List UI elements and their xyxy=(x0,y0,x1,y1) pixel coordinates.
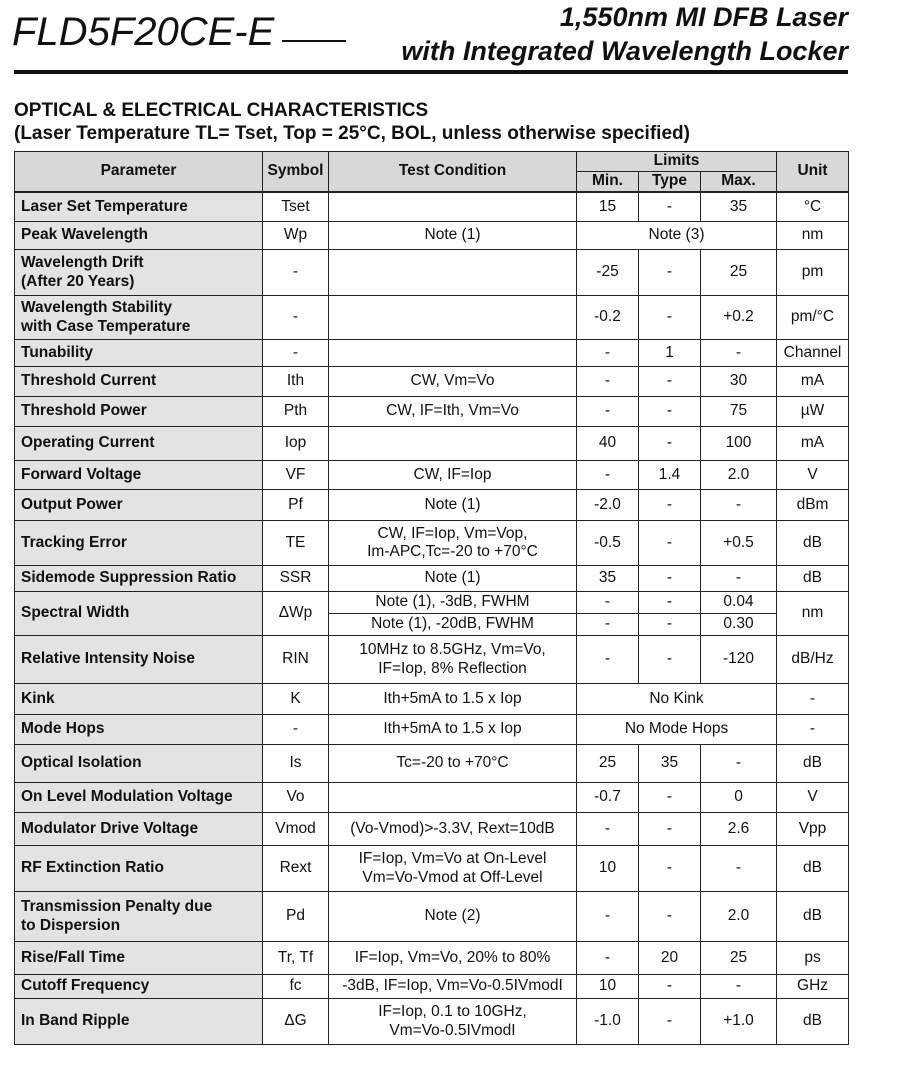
row-max: 30 xyxy=(701,367,777,397)
row-limits-note: No Mode Hops xyxy=(577,715,777,745)
conditions-line: (Laser Temperature TL= Tset, Top = 25°C, BOL, unless otherwise specified) xyxy=(14,123,690,144)
row-symbol: VF xyxy=(263,461,329,490)
row-unit: °C xyxy=(777,192,849,222)
row-symbol: SSR xyxy=(263,566,329,592)
row-min: 40 xyxy=(577,427,639,461)
table-row xyxy=(15,846,849,892)
row-symbol: Pf xyxy=(263,490,329,521)
row-test-condition: Ith+5mA to 1.5 x Iop xyxy=(329,715,577,745)
row-symbol: TE xyxy=(263,521,329,566)
header-min: Min. xyxy=(577,172,639,192)
row-test-condition xyxy=(329,427,577,461)
table-row xyxy=(15,783,849,813)
row-symbol: - xyxy=(263,340,329,367)
row-parameter: Rise/Fall Time xyxy=(15,942,263,975)
row-parameter: Kink xyxy=(15,684,263,715)
row-test-condition: Tc=-20 to +70°C xyxy=(329,745,577,783)
table-row xyxy=(15,222,849,250)
row-symbol: - xyxy=(263,296,329,340)
table-row xyxy=(15,684,849,715)
row-unit: dB xyxy=(777,846,849,892)
row-typ: - xyxy=(639,846,701,892)
row-min: -2.0 xyxy=(577,490,639,521)
row-symbol: Vo xyxy=(263,783,329,813)
row-min: - xyxy=(577,636,639,684)
table-row xyxy=(15,892,849,942)
row-parameter: Transmission Penalty due to Dispersion xyxy=(15,892,263,942)
row-symbol: RIN xyxy=(263,636,329,684)
row-typ: - xyxy=(639,521,701,566)
row-test-condition xyxy=(329,296,577,340)
row-test-condition xyxy=(329,340,577,367)
row-symbol: K xyxy=(263,684,329,715)
row-symbol: Pth xyxy=(263,397,329,427)
row-min: - xyxy=(577,892,639,942)
row-test-condition: (Vo-Vmod)>-3.3V, Rext=10dB xyxy=(329,813,577,846)
row-min: - xyxy=(577,340,639,367)
row-parameter: Relative Intensity Noise xyxy=(15,636,263,684)
row-max: +0.2 xyxy=(701,296,777,340)
row-test-condition: Note (1), -3dB, FWHM xyxy=(329,592,577,614)
row-typ: - xyxy=(639,367,701,397)
row-parameter: Output Power xyxy=(15,490,263,521)
row-typ: - xyxy=(639,192,701,222)
row-parameter: Tracking Error xyxy=(15,521,263,566)
table-row xyxy=(15,942,849,975)
row-max: - xyxy=(701,846,777,892)
row-typ: - xyxy=(639,427,701,461)
table-row xyxy=(15,427,849,461)
row-min: 35 xyxy=(577,566,639,592)
table-row xyxy=(15,813,849,846)
row-max: 0.30 xyxy=(701,614,777,636)
row-typ: - xyxy=(639,250,701,296)
row-unit: Channel xyxy=(777,340,849,367)
row-parameter: On Level Modulation Voltage xyxy=(15,783,263,813)
row-min: -1.0 xyxy=(577,999,639,1045)
row-symbol: Tset xyxy=(263,192,329,222)
row-min: -0.2 xyxy=(577,296,639,340)
row-min: -0.5 xyxy=(577,521,639,566)
document-header xyxy=(0,0,900,80)
row-typ: - xyxy=(639,397,701,427)
row-symbol: Is xyxy=(263,745,329,783)
row-symbol: Pd xyxy=(263,892,329,942)
row-max: 0 xyxy=(701,783,777,813)
table-row xyxy=(15,566,849,592)
row-symbol: Ith xyxy=(263,367,329,397)
header-symbol: Symbol xyxy=(263,152,329,192)
row-unit: - xyxy=(777,684,849,715)
row-min: 10 xyxy=(577,975,639,999)
row-parameter: In Band Ripple xyxy=(15,999,263,1045)
row-parameter: Optical Isolation xyxy=(15,745,263,783)
row-limits-note: Note (3) xyxy=(577,222,777,250)
row-max: - xyxy=(701,745,777,783)
row-unit: ps xyxy=(777,942,849,975)
row-test-condition: CW, IF=Iop, Vm=Vop, Im-APC,Tc=-20 to +70°C xyxy=(329,521,577,566)
row-parameter: Peak Wavelength xyxy=(15,222,263,250)
part-number: FLD5F20CE-E xyxy=(12,10,275,54)
row-typ: - xyxy=(639,892,701,942)
row-parameter: RF Extinction Ratio xyxy=(15,846,263,892)
row-test-condition: IF=Iop, Vm=Vo, 20% to 80% xyxy=(329,942,577,975)
row-min: 10 xyxy=(577,846,639,892)
row-test-condition xyxy=(329,192,577,222)
row-symbol: Tr, Tf xyxy=(263,942,329,975)
row-unit: dB xyxy=(777,745,849,783)
table-header xyxy=(15,152,849,192)
row-symbol: Iop xyxy=(263,427,329,461)
row-max: 2.0 xyxy=(701,461,777,490)
row-min: 15 xyxy=(577,192,639,222)
row-unit: mA xyxy=(777,427,849,461)
row-typ: - xyxy=(639,636,701,684)
row-unit: nm xyxy=(777,222,849,250)
row-unit: V xyxy=(777,461,849,490)
header-typ: Type xyxy=(639,172,701,192)
row-min: - xyxy=(577,367,639,397)
row-parameter: Tunability xyxy=(15,340,263,367)
row-unit: nm xyxy=(777,592,849,636)
row-test-condition: Note (1) xyxy=(329,566,577,592)
row-test-condition xyxy=(329,250,577,296)
row-parameter: Wavelength Stability with Case Temperature xyxy=(15,296,263,340)
table-row xyxy=(15,999,849,1045)
row-unit: µW xyxy=(777,397,849,427)
row-test-condition: 10MHz to 8.5GHz, Vm=Vo, IF=Iop, 8% Reflection xyxy=(329,636,577,684)
row-typ: - xyxy=(639,592,701,614)
row-typ: - xyxy=(639,783,701,813)
row-test-condition: Note (1), -20dB, FWHM xyxy=(329,614,577,636)
table-row xyxy=(15,250,849,296)
row-max: +1.0 xyxy=(701,999,777,1045)
row-max: - xyxy=(701,975,777,999)
table-row xyxy=(15,490,849,521)
row-test-condition xyxy=(329,783,577,813)
row-typ: - xyxy=(639,975,701,999)
row-unit: V xyxy=(777,783,849,813)
row-unit: mA xyxy=(777,367,849,397)
row-test-condition: CW, IF=Ith, Vm=Vo xyxy=(329,397,577,427)
row-max: 2.0 xyxy=(701,892,777,942)
row-parameter: Sidemode Suppression Ratio xyxy=(15,566,263,592)
row-unit: dB xyxy=(777,521,849,566)
row-parameter: Forward Voltage xyxy=(15,461,263,490)
row-parameter: Threshold Current xyxy=(15,367,263,397)
table-body xyxy=(15,192,849,1045)
row-test-condition: IF=Iop, 0.1 to 10GHz, Vm=Vo-0.5IVmodI xyxy=(329,999,577,1045)
row-typ: 35 xyxy=(639,745,701,783)
row-min: - xyxy=(577,813,639,846)
table-row xyxy=(15,521,849,566)
row-unit: pm/°C xyxy=(777,296,849,340)
row-parameter: Threshold Power xyxy=(15,397,263,427)
row-max: 100 xyxy=(701,427,777,461)
row-test-condition: CW, Vm=Vo xyxy=(329,367,577,397)
table-row xyxy=(15,192,849,222)
row-typ: - xyxy=(639,614,701,636)
characteristics-table xyxy=(14,151,849,1045)
row-typ: 1 xyxy=(639,340,701,367)
row-unit: pm xyxy=(777,250,849,296)
row-typ: - xyxy=(639,813,701,846)
row-typ: - xyxy=(639,490,701,521)
row-max: - xyxy=(701,490,777,521)
row-min: - xyxy=(577,942,639,975)
row-test-condition: CW, IF=Iop xyxy=(329,461,577,490)
row-parameter: Cutoff Frequency xyxy=(15,975,263,999)
row-parameter: Spectral Width xyxy=(15,592,263,636)
row-unit: dB xyxy=(777,566,849,592)
table-row xyxy=(15,715,849,745)
title-line-1: 1,550nm MI DFB Laser xyxy=(559,2,848,32)
row-max: 25 xyxy=(701,250,777,296)
row-typ: - xyxy=(639,999,701,1045)
row-max: 2.6 xyxy=(701,813,777,846)
row-max: 0.04 xyxy=(701,592,777,614)
header-test-condition: Test Condition xyxy=(329,152,577,192)
table-row xyxy=(15,636,849,684)
row-limits-note: No Kink xyxy=(577,684,777,715)
row-parameter: Mode Hops xyxy=(15,715,263,745)
row-test-condition: Note (1) xyxy=(329,222,577,250)
row-max: 25 xyxy=(701,942,777,975)
table-row xyxy=(15,367,849,397)
row-unit: dBm xyxy=(777,490,849,521)
row-symbol: Wp xyxy=(263,222,329,250)
table-row xyxy=(15,975,849,999)
row-min: 25 xyxy=(577,745,639,783)
table-row xyxy=(15,461,849,490)
row-unit: dB xyxy=(777,999,849,1045)
table-row xyxy=(15,340,849,367)
row-parameter: Operating Current xyxy=(15,427,263,461)
table-row xyxy=(15,296,849,340)
row-unit: dB xyxy=(777,892,849,942)
row-max: +0.5 xyxy=(701,521,777,566)
header-unit: Unit xyxy=(777,152,849,192)
header-limits: Limits xyxy=(577,152,777,172)
row-min: -0.7 xyxy=(577,783,639,813)
table-row xyxy=(15,745,849,783)
row-max: - xyxy=(701,566,777,592)
row-min: - xyxy=(577,461,639,490)
header-parameter: Parameter xyxy=(15,152,263,192)
row-symbol: - xyxy=(263,715,329,745)
row-parameter: Wavelength Drift (After 20 Years) xyxy=(15,250,263,296)
row-unit: GHz xyxy=(777,975,849,999)
row-test-condition: IF=Iop, Vm=Vo at On-Level Vm=Vo-Vmod at Off-Level xyxy=(329,846,577,892)
header-max: Max. xyxy=(701,172,777,192)
row-unit: Vpp xyxy=(777,813,849,846)
row-max: 35 xyxy=(701,192,777,222)
row-test-condition: -3dB, IF=Iop, Vm=Vo-0.5IVmodI xyxy=(329,975,577,999)
row-symbol: ΔWp xyxy=(263,592,329,636)
row-test-condition: Ith+5mA to 1.5 x Iop xyxy=(329,684,577,715)
row-min: -25 xyxy=(577,250,639,296)
row-symbol: - xyxy=(263,250,329,296)
section-title: OPTICAL & ELECTRICAL CHARACTERISTICS xyxy=(14,100,429,121)
row-symbol: Rext xyxy=(263,846,329,892)
row-symbol: ΔG xyxy=(263,999,329,1045)
title-line-2: with Integrated Wavelength Locker xyxy=(401,36,848,66)
row-unit: - xyxy=(777,715,849,745)
row-min: - xyxy=(577,397,639,427)
table-row xyxy=(15,592,849,614)
row-typ: 1.4 xyxy=(639,461,701,490)
row-parameter: Laser Set Temperature xyxy=(15,192,263,222)
row-min: - xyxy=(577,592,639,614)
header-dash xyxy=(282,40,346,42)
row-max: 75 xyxy=(701,397,777,427)
row-typ: - xyxy=(639,296,701,340)
row-typ: 20 xyxy=(639,942,701,975)
row-symbol: Vmod xyxy=(263,813,329,846)
row-unit: dB/Hz xyxy=(777,636,849,684)
header-rule xyxy=(14,70,848,74)
row-min: - xyxy=(577,614,639,636)
table-row xyxy=(15,397,849,427)
row-test-condition: Note (2) xyxy=(329,892,577,942)
row-symbol: fc xyxy=(263,975,329,999)
row-parameter: Modulator Drive Voltage xyxy=(15,813,263,846)
row-max: -120 xyxy=(701,636,777,684)
row-max: - xyxy=(701,340,777,367)
row-typ: - xyxy=(639,566,701,592)
row-test-condition: Note (1) xyxy=(329,490,577,521)
